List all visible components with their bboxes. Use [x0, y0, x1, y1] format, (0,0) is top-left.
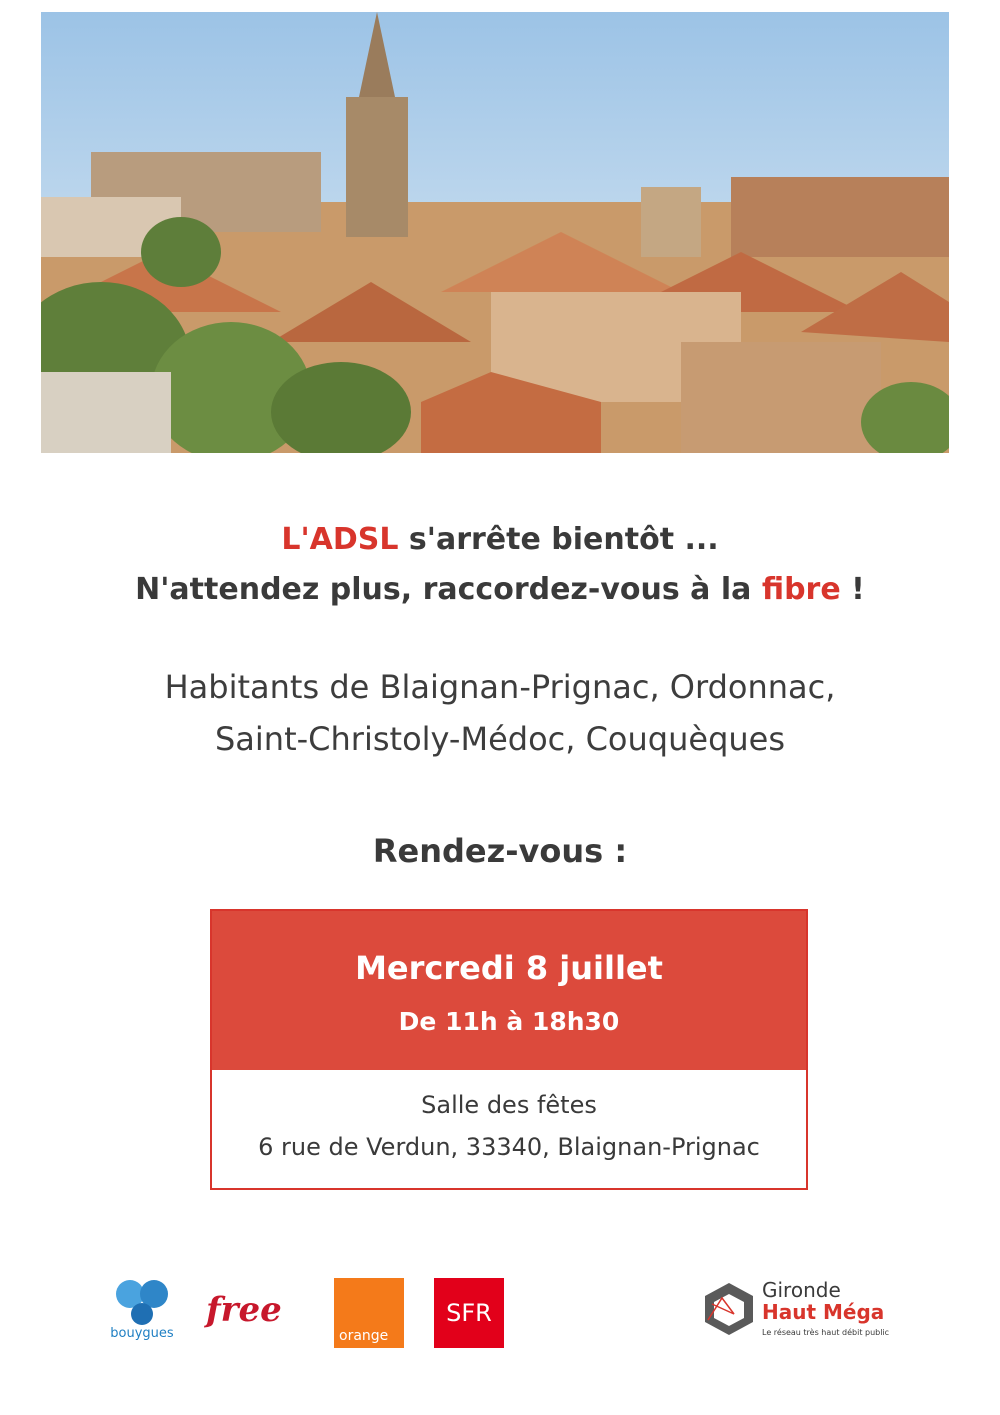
event-address: 6 rue de Verdun, 33340, Blaignan-Prignac [258, 1133, 760, 1161]
event-box-header [212, 911, 806, 1070]
gironde-haut-mega-logo [700, 1278, 900, 1348]
bouygues-logo [106, 1276, 178, 1352]
sfr-logo: SFR [434, 1278, 504, 1348]
headline-adsl: L'ADSL [281, 522, 399, 557]
orange-text: orange [339, 1328, 389, 1344]
rendezvous-heading: Rendez-vous : [372, 832, 628, 870]
free-logo: free [206, 1290, 282, 1330]
gironde-tagline: Le réseau très haut débit public [762, 1328, 890, 1337]
bouygues-text: bouygues [110, 1326, 174, 1341]
event-venue: Salle des fêtes [421, 1091, 597, 1119]
headline-fibre: fibre [761, 572, 841, 607]
village-photo [41, 12, 949, 453]
headline-start: N'attendez plus, raccordez-vous à la [135, 572, 762, 607]
headline-end: ! [840, 572, 865, 607]
village-illustration [41, 12, 949, 453]
orange-logo [334, 1278, 404, 1348]
bouygues-icon [106, 1276, 178, 1326]
headline-line-1 [0, 522, 1000, 557]
event-hours: De 11h à 18h30 [398, 1007, 620, 1036]
towns-line-2: Saint-Christoly-Médoc, Couquèques [214, 720, 786, 758]
gironde-line-2: Haut Méga [762, 1300, 885, 1324]
towns-line-1: Habitants de Blaignan-Prignac, Ordonnac, [164, 668, 836, 706]
event-date: Mercredi 8 juillet [355, 949, 663, 987]
gironde-hexagon-icon [700, 1280, 758, 1338]
headline-line-2 [0, 572, 1000, 607]
headline-rest: s'arrête bientôt ... [398, 522, 719, 557]
event-box [210, 909, 808, 1190]
gironde-line-1: Gironde [762, 1278, 841, 1302]
